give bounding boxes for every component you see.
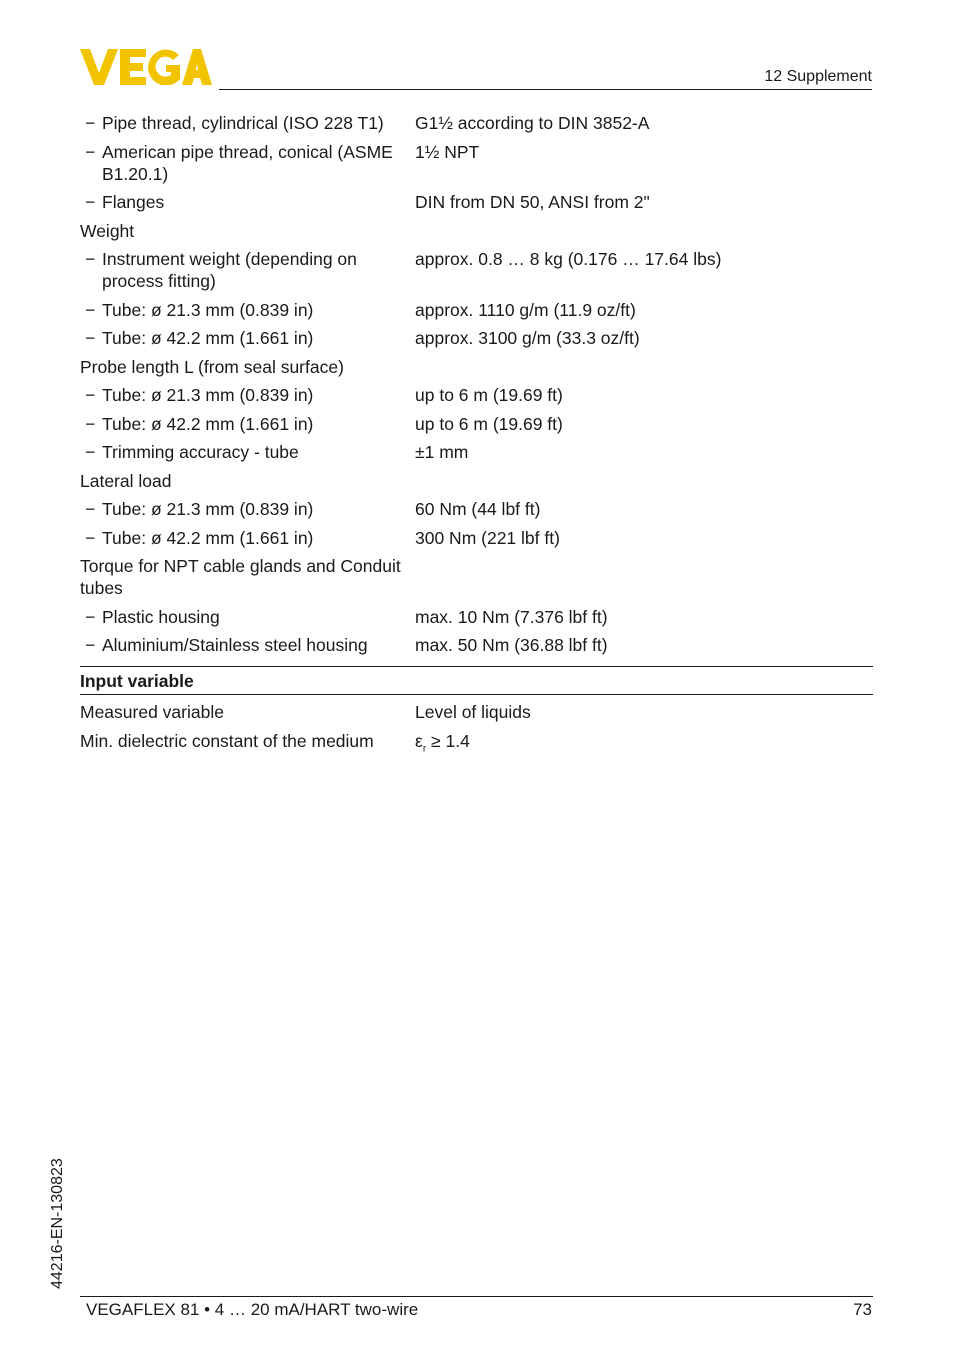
spec-value: up to 6 m (19.69 ft) <box>415 385 563 405</box>
spec-label: − Tube: ø 42.2 mm (1.661 in) <box>80 527 415 549</box>
spec-label: Min. dielectric constant of the medium <box>80 730 374 751</box>
spec-row <box>80 141 873 185</box>
input-variable-heading: Input variable <box>80 671 194 691</box>
spec-label: Lateral load <box>80 470 172 491</box>
spec-row <box>80 220 873 242</box>
spec-row-dielectric <box>80 730 873 761</box>
spec-label: Weight <box>80 220 135 241</box>
spec-row <box>80 384 873 406</box>
spec-row <box>80 498 873 520</box>
spec-value: max. 50 Nm (36.88 lbf ft) <box>415 635 608 655</box>
spec-value: approx. 3100 g/m (33.3 oz/ft) <box>415 328 640 348</box>
spec-row <box>80 248 873 292</box>
spec-label: − Tube: ø 42.2 mm (1.661 in) <box>80 327 415 349</box>
spec-label: − Tube: ø 21.3 mm (0.839 in) <box>80 498 415 520</box>
spec-row <box>80 527 873 549</box>
spec-label: − Pipe thread, cylindrical (ISO 228 T1) <box>80 112 415 134</box>
spec-label: − Tube: ø 42.2 mm (1.661 in) <box>80 413 415 435</box>
spec-label: − Tube: ø 21.3 mm (0.839 in) <box>80 299 415 321</box>
spec-row <box>80 299 873 321</box>
spec-label: − American pipe thread, conical (ASME B1.20.1) <box>80 141 415 185</box>
spec-value: max. 10 Nm (7.376 lbf ft) <box>415 606 608 627</box>
spec-row <box>80 634 873 656</box>
spec-value: 300 Nm (221 lbf ft) <box>415 527 560 548</box>
footer-product: VEGAFLEX 81 • 4 … 20 mA/HART two-wire <box>86 1300 419 1319</box>
spec-row <box>80 606 873 628</box>
spec-row <box>80 413 873 435</box>
spec-value: DIN from DN 50, ANSI from 2" <box>415 192 650 212</box>
epsilon-subscript: r <box>422 743 427 754</box>
page-number: 73 <box>853 1300 872 1319</box>
document-code: 44216-EN-130823 <box>49 1158 66 1289</box>
spec-label: − Aluminium/Stainless steel housing <box>80 634 415 656</box>
spec-value: approx. 1110 g/m (11.9 oz/ft) <box>415 299 636 320</box>
spec-value: up to 6 m (19.69 ft) <box>415 413 563 434</box>
header-rule <box>219 89 872 90</box>
spec-row <box>80 555 873 599</box>
spec-value: 60 Nm (44 lbf ft) <box>415 499 541 519</box>
spec-row-measured <box>80 701 873 723</box>
footer-rule <box>80 1296 873 1297</box>
spec-value: approx. 0.8 … 8 kg (0.176 … 17.64 lbs) <box>415 249 722 269</box>
spec-value <box>415 730 470 761</box>
spec-row <box>80 441 873 463</box>
spec-label: − Trimming accuracy - tube <box>80 441 415 463</box>
spec-value: G1½ according to DIN 3852-A <box>415 113 650 133</box>
spec-label: Torque for NPT cable glands and Conduit tubes <box>80 556 401 598</box>
section-rule-bottom <box>80 694 873 695</box>
spec-row <box>80 470 873 492</box>
spec-table <box>80 112 873 760</box>
spec-value: Level of liquids <box>415 702 531 722</box>
spec-rows <box>80 112 873 656</box>
spec-label: Probe length L (from seal surface) <box>80 356 344 377</box>
dielectric-value: ≥ 1.4 <box>426 730 470 751</box>
vega-logo-mark <box>80 49 212 85</box>
spec-value: ±1 mm <box>415 442 469 462</box>
spec-label: Measured variable <box>80 702 224 722</box>
vega-logo <box>80 49 212 85</box>
epsilon-symbol: ε <box>415 730 423 751</box>
spec-label: − Tube: ø 21.3 mm (0.839 in) <box>80 384 415 406</box>
spec-value: 1½ NPT <box>415 141 480 162</box>
spec-row <box>80 191 873 213</box>
spec-row <box>80 327 873 349</box>
section-label: 12 Supplement <box>764 68 872 85</box>
spec-label: − Flanges <box>80 191 415 213</box>
spec-row <box>80 356 873 378</box>
spec-label: − Instrument weight (depending on process fitting) <box>80 248 415 292</box>
spec-label: − Plastic housing <box>80 606 415 628</box>
spec-row <box>80 112 873 134</box>
